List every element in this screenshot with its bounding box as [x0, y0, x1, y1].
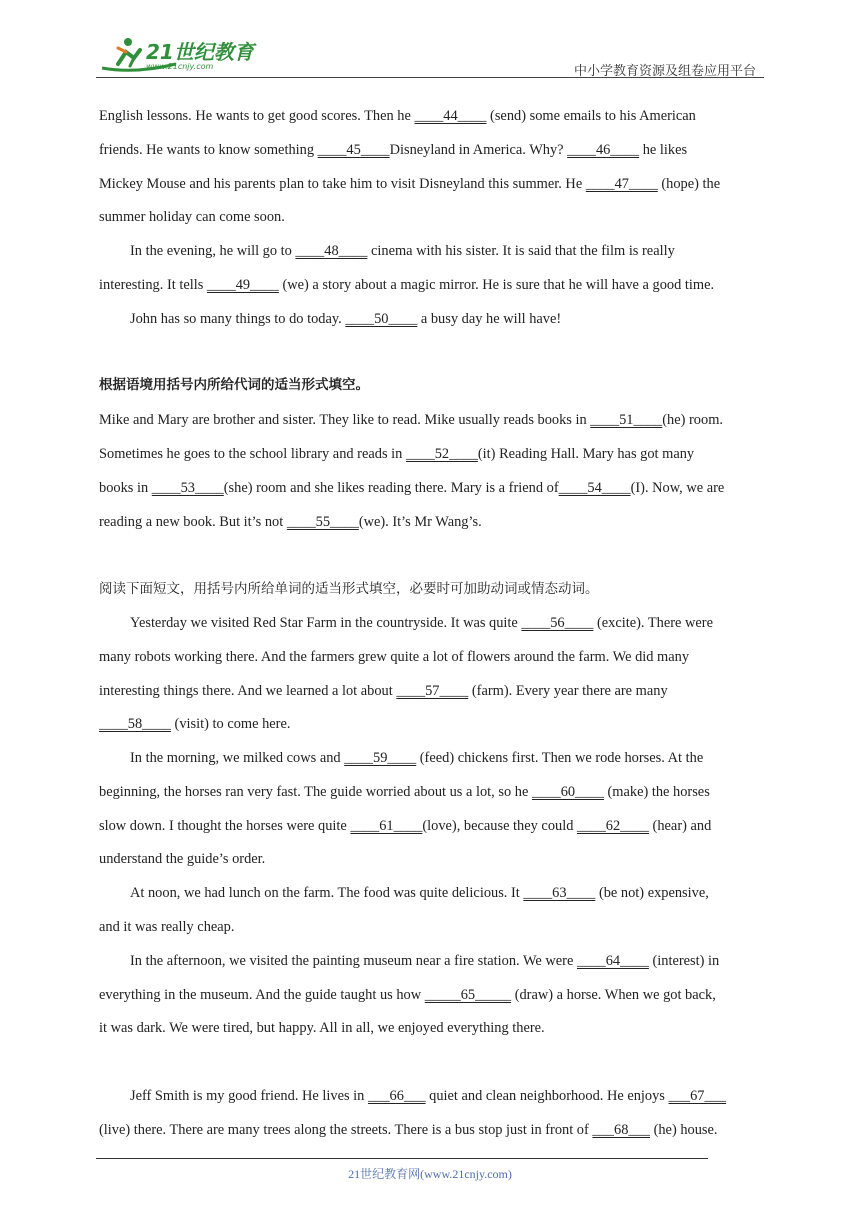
text-segment: John has so many things to do today.	[130, 311, 346, 327]
text-segment: In the evening, he will go to	[130, 243, 296, 259]
text-line	[99, 681, 668, 701]
answer-blank: ____49____	[206, 277, 279, 293]
answer-blank: ____63____	[523, 885, 596, 901]
text-segment: In the afternoon, we visited the painting museum near a fire station. We were	[130, 953, 577, 969]
text-line	[99, 275, 714, 295]
section-instruction	[99, 579, 599, 599]
text-segment: (we) a story about a magic mirror. He is sure that he will have a good time.	[278, 277, 715, 293]
text-segment: (love), because they could	[422, 818, 577, 834]
answer-blank: ____60____	[531, 784, 604, 800]
answer-blank: ___67___	[668, 1088, 727, 1104]
text-line	[99, 714, 290, 734]
answer-blank: ____64____	[576, 953, 649, 969]
text-segment: (excite). There were	[593, 615, 713, 631]
page-header	[96, 30, 764, 80]
answer-blank: ____62____	[577, 818, 649, 834]
platform-name: 中小学教育资源及组卷应用平台	[573, 64, 756, 79]
text-segment: 阅读下面短文，用括号内所给单词的适当形式填空，必要时可加助动词或情态动词。	[99, 581, 599, 597]
text-segment: (visit) to come here.	[170, 716, 291, 732]
text-segment: (hear) and	[648, 818, 712, 834]
text-segment: (farm). Every year there are many	[468, 683, 668, 699]
text-line	[99, 917, 234, 937]
text-line	[130, 883, 709, 903]
text-line	[99, 782, 710, 802]
text-segment: books in	[99, 480, 152, 496]
answer-blank: ____45____	[317, 142, 390, 158]
text-segment: quiet and clean neighborhood. He enjoys	[425, 1088, 669, 1104]
text-segment: Mickey Mouse and his parents plan to take him to visit Disneyland this summer. He	[99, 176, 586, 192]
text-segment: (she) room and she likes reading there. Mary is a friend of	[223, 480, 559, 496]
text-segment: (hope) the	[657, 176, 721, 192]
text-line	[99, 410, 723, 430]
answer-blank: ____61____	[350, 818, 423, 834]
text-line	[99, 985, 716, 1005]
text-segment: English lessons. He wants to get good scores. Then he	[99, 108, 415, 124]
text-line	[130, 309, 561, 329]
text-segment: (I). Now, we are	[630, 480, 725, 496]
answer-blank: ____57____	[396, 683, 469, 699]
text-line	[130, 951, 719, 971]
text-line	[99, 106, 696, 126]
text-segment: Mike and Mary are brother and sister. They like to read. Mike usually reads books in	[99, 412, 591, 428]
answer-blank: ____50____	[345, 311, 418, 327]
text-segment: interesting. It tells	[99, 277, 207, 293]
text-segment: Disneyland in America. Why?	[389, 142, 568, 158]
text-line	[99, 1120, 718, 1140]
answer-blank: ____59____	[344, 750, 417, 766]
text-segment: interesting things there. And we learned a lot about	[99, 683, 397, 699]
text-line	[130, 1086, 726, 1106]
text-line	[99, 174, 720, 194]
text-segment: (he) room.	[662, 412, 723, 428]
text-line	[99, 207, 285, 227]
text-line	[99, 849, 265, 869]
text-segment: (it) Reading Hall. Mary has got many	[477, 446, 695, 462]
text-segment: (make) the horses	[603, 784, 710, 800]
text-segment: (be not) expensive,	[595, 885, 709, 901]
text-segment: understand the guide’s order.	[99, 851, 266, 867]
answer-blank: ____52____	[405, 446, 478, 462]
text-segment: many robots working there. And the farmers grew quite a lot of flowers around the farm. We did many	[99, 649, 690, 665]
header-divider	[96, 77, 764, 78]
text-segment: cinema with his sister. It is said that the film is really	[367, 243, 675, 259]
footer-text: 21世纪教育网(www.21cnjy.com)	[348, 1167, 512, 1181]
answer-blank: ____47____	[585, 176, 658, 192]
text-line	[99, 816, 711, 836]
text-line	[99, 444, 694, 464]
answer-blank: ____53____	[151, 480, 224, 496]
text-segment: Jeff Smith is my good friend. He lives in	[130, 1088, 368, 1104]
logo-text: 21世纪教育	[146, 40, 254, 64]
footer-divider	[96, 1158, 708, 1159]
answer-blank: ____58____	[99, 716, 171, 732]
text-line	[99, 478, 724, 498]
text-segment: In the morning, we milked cows and	[130, 750, 345, 766]
answer-blank: ____56____	[521, 615, 594, 631]
text-line	[99, 1018, 545, 1038]
logo-url: www.21cnjy.com	[146, 62, 214, 71]
text-line	[130, 748, 703, 768]
text-segment: and it was really cheap.	[99, 919, 235, 935]
text-segment: he likes	[639, 142, 688, 158]
text-segment: Sometimes he goes to the school library and reads in	[99, 446, 406, 462]
text-segment: reading a new book. But it’s not	[99, 514, 287, 530]
text-segment: everything in the museum. And the guide taught us how	[99, 987, 425, 1003]
text-line	[99, 647, 689, 667]
answer-blank: _____65_____	[424, 987, 512, 1003]
text-segment: 根据语境用括号内所给代词的适当形式填空。	[99, 377, 369, 393]
text-segment: it was dark. We were tired, but happy. All in all, we enjoyed everything there.	[99, 1020, 545, 1036]
answer-blank: ___66___	[367, 1088, 426, 1104]
text-segment: (send) some emails to his American	[486, 108, 696, 124]
text-line	[99, 512, 482, 532]
section-instruction	[99, 375, 369, 395]
answer-blank: ____44____	[414, 108, 487, 124]
text-segment: (he) house.	[649, 1122, 718, 1138]
text-segment: (we). It’s Mr Wang’s.	[358, 514, 482, 530]
text-segment: (feed) chickens first. Then we rode horses. At the	[416, 750, 704, 766]
text-line	[130, 241, 675, 261]
text-segment: friends. He wants to know something	[99, 142, 318, 158]
text-line	[99, 140, 687, 160]
text-segment: At noon, we had lunch on the farm. The food was quite delicious. It	[130, 885, 524, 901]
answer-blank: ____54____	[558, 480, 631, 496]
text-segment: (draw) a horse. When we got back,	[511, 987, 716, 1003]
text-line	[130, 613, 713, 633]
text-segment: summer holiday can come soon.	[99, 209, 285, 225]
text-segment: Yesterday we visited Red Star Farm in the countryside. It was quite	[130, 615, 522, 631]
answer-blank: ____51____	[590, 412, 663, 428]
answer-blank: ___68___	[592, 1122, 650, 1138]
text-segment: slow down. I thought the horses were quite	[99, 818, 351, 834]
answer-blank: ____48____	[295, 243, 368, 259]
text-segment: a busy day he will have!	[417, 311, 562, 327]
answer-blank: ____55____	[286, 514, 359, 530]
text-segment: (interest) in	[648, 953, 720, 969]
text-segment: (live) there. There are many trees along the streets. There is a bus stop just in front of	[99, 1122, 593, 1138]
text-segment: beginning, the horses ran very fast. The guide worried about us a lot, so he	[99, 784, 532, 800]
answer-blank: ____46____	[567, 142, 640, 158]
